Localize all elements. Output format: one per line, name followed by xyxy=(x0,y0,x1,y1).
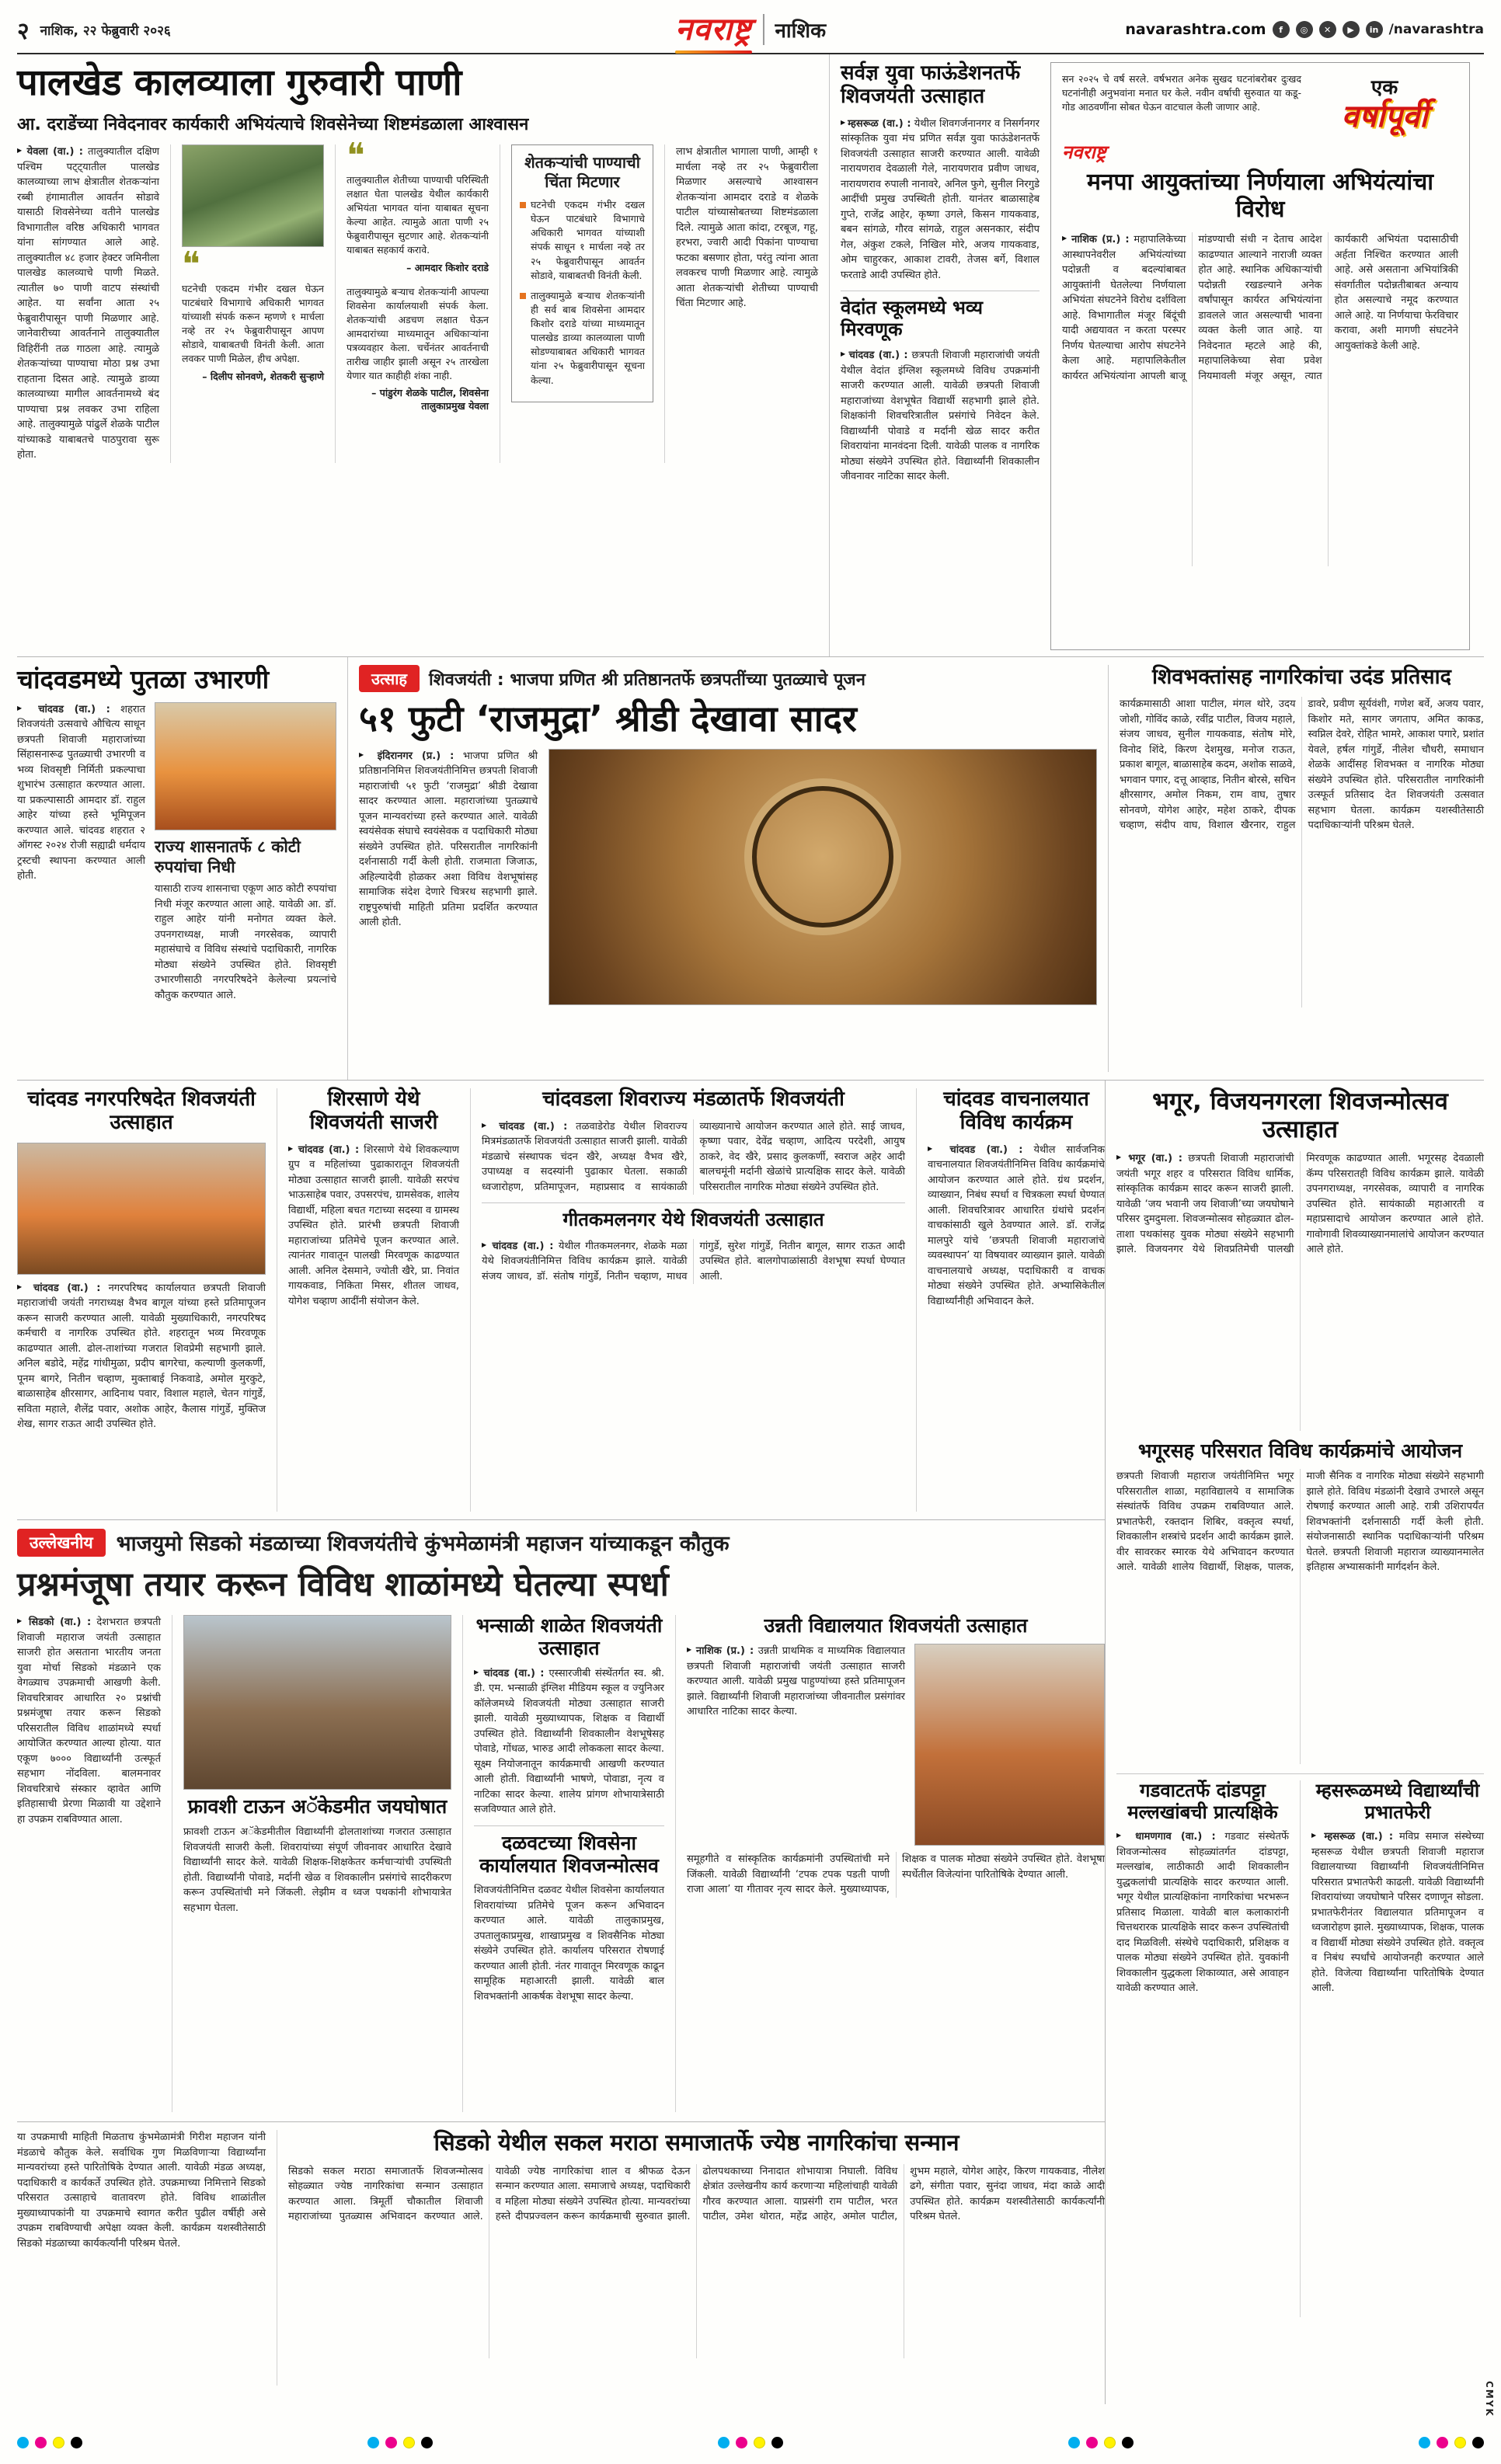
black-dot xyxy=(1122,2437,1134,2448)
palkhed-col-4 xyxy=(500,144,653,463)
photo-unnati-stage xyxy=(914,1644,1105,1846)
gitakamal-headline: गीतकमलनगर येथे शिवजयंती उत्साहात xyxy=(562,1209,824,1231)
pratisad-body: कार्यक्रमासाठी आशा पाटील, मंगल थोरे, उदय जोशी, गोविंद काळे, रवींद्र पाटील, विजय महाले, संजय जाधव, सुनील गायकवाड, संतोष मोरे, विनोद शिंदे, किरण देशमुख, मनोज राऊत, प्रकाश बागूल, बाळासाहेब कदम, अशोक साळवे, भगवान पगार, दत्तू आव्हाड, नितीन बोरसे, सचिन क्षीरसागर, अमोल निकम, राम वाघ, तुषार सोनवणे, योगेश आहेर, महेश ठाकरे, दीपक चव्हाण, संदीप वाघ, विशाल खैरनार, राहुल डावरे, प्रवीण सूर्यवंशी, गणेश बर्वे, अजय पवार, किशोर मते, सागर जगताप, अमित काकड, स्वप्निल देवरे, रोहित भामरे, आकाश पगारे, प्रशांत येवले, हर्षल गांगुर्डे, नीलेश चौधरी, समाधान शेळके आदींसह शिवभक्त व नागरिक मोठ्या संख्येने उपस्थित होते. परिसरातील नागरिकांनी उत्स्फूर्त प्रतिसाद देत शिवजयंती उत्सवात सहभाग घेतला. कार्यक्रम यशस्वीतेसाठी पदाधिकाऱ्यांनी परिश्रम घेतले. xyxy=(1120,698,1484,832)
utsah-label: उत्साह xyxy=(359,665,420,692)
shivrajy-dateline: ▶ चांदवड (वा.) : xyxy=(482,1121,567,1133)
cmyk-label: CMYK xyxy=(1484,2380,1495,2417)
pratisad-headline: शिवभक्तांसह नागरिकांचा उदंड प्रतिसाद xyxy=(1152,665,1451,689)
magenta-dot xyxy=(736,2437,747,2448)
sarvadnya-headline: सर्वज्ञ युवा फाऊंडेशनतर्फे शिवजयंती उत्साहात xyxy=(841,61,1021,108)
cmyk-dots-right xyxy=(1419,2380,1495,2448)
oneyear-body: महापालिकेच्या आस्थापनेवरील अभियंत्यांच्या पदोन्नती व बदल्यांबाबत आयुक्तांनी घेतलेल्या निर्णयाला अभियंता संघटनेने विरोध दर्शविला आहे. विभागातील मंजूर बिंदूंची यादी अद्ययावत न करता परस्पर निर्णय घेतल्याचा आरोप संघटनेने केला आहे. महापालिकेतील कार्यरत अभियंत्यांना आपली बाजू मांडण्याची संधी न देताच आदेश काढण्यात आल्याने नाराजी व्यक्त होत आहे. स्थानिक अधिकाऱ्यांची पदोन्नती रखडल्याने अनेक वर्षांपासून कार्यरत अभियंत्यांना डावलले जात असल्याची भावना व्यक्त केली जात आहे. या निवेदनात म्हटले आहे की, महापालिकेच्या सेवा प्रवेश नियमावली मंजूर असून, त्यात कार्यकारी अभियंता पदासाठीची अर्हता निश्चित करण्यात आली आहे. असे असताना अभियांत्रिकी संवर्गातील पदोन्नतीबाबत अन्याय होत असल्याचे नमूद करण्यात आले आहे. या निर्णयाचा फेरविचार करावा, अशी मागणी संघटनेने आयुक्तांकडे केली आहे. xyxy=(1062,234,1458,382)
cyan-dot xyxy=(1419,2437,1430,2448)
farmers-box-item: घटनेची एकदम गंभीर दखल घेऊन पाटबंधारे विभागाचे अधिकारी भागवत यांच्याशी संपर्क साधून १ मार्चला नव्हे तर २५ फेब्रुवारीपासून आवर्तन सोडावे, याबाबतची विनंती केली. xyxy=(520,198,645,283)
article-dalwat xyxy=(474,1825,664,2005)
article-sarvadnya xyxy=(841,62,1040,283)
nagarparishad-headline: चांदवड नगरपरिषदेत शिवजयंती उत्साहात xyxy=(27,1088,256,1134)
photo-putala-crowd xyxy=(155,702,336,830)
sarvadnya-body: येथील शिवगर्जनानगर व निसर्गनगर सांस्कृतिक युवा मंच प्रणित सर्वज्ञ युवा फाऊंडेशनतर्फे शिवजयंती उत्साहात साजरी करण्यात आली. यावेळी नारायणराव देवळाली गेले, नारायणराव प्रवीण जाधव, नारायणराव रुपाली नानावरे, अनिल फुगे, सुनील निरगुडे आदींची प्रमुख उपस्थिती होती. यानंतर बाळासाहेब गुप्ते, राजेंद्र आहेर, कृष्णा उगले, किसन गायकवाड, बबन सांगळे, गौरव सांगळे, राहुल असनकार, संदीप गेल, अंकुश टकले, निखिल मोरे, अजय गायकवाड, ओम चाहुरकर, आकाश टावरी, तेजस बर्गे, विशाल फरताडे आदी उपस्थित होते. xyxy=(841,117,1040,281)
unnati-headline: उन्नती विद्यालयात शिवजयंती उत्साहात xyxy=(764,1614,1028,1637)
palkhed-col-1 xyxy=(17,144,159,463)
header-right xyxy=(1125,21,1484,38)
mhasrul-body: मविप्र समाज संस्थेच्या म्हसरूळ येथील छत्रपती शिवाजी महाराज विद्यालयाच्या विद्यार्थ्यांनी शिवजयंतीनिमित्त परिसरात प्रभातफेरी काढली. यावेळी विद्यार्थ्यांनी शिवरायांच्या जयघोषाने परिसर दणाणून सोडला. प्रभातफेरीनंतर विद्यालयात प्रतिमापूजन व ध्वजारोहण झाले. मुख्याध्यापक, शिक्षक, पालक व विद्यार्थी मोठ्या संख्येने उपस्थित होते. वक्तृत्व व निबंध स्पर्धांचे आयोजनही करण्यात आले होते. विजेत्या विद्यार्थ्यांना पारितोषिके देण्यात आली. xyxy=(1311,1831,1485,1995)
unnati-dateline: ▶ नाशिक (प्र.) : xyxy=(687,1645,754,1657)
shirsane-headline: शिरसाणे येथे शिवजयंती साजरी xyxy=(309,1088,438,1134)
quote-mark-icon xyxy=(182,253,324,277)
print-registration-marks xyxy=(17,2380,1495,2458)
top-row xyxy=(17,54,1484,656)
unnati-column xyxy=(675,1615,1105,2112)
black-dot xyxy=(71,2437,82,2448)
photo-nagarparishad-crowd xyxy=(17,1143,266,1275)
yellow-dot xyxy=(403,2437,415,2448)
masthead-logo: नवराष्ट्र xyxy=(675,6,752,54)
shivrajy-body: तळवाडेरोड येथील शिवराज्य मित्रमंडळातर्फे शिवजयंती उत्साहात साजरी झाली. यावेळी मंडळाचे संस्थापक चंदन खैरे, अध्यक्ष वैभव खैरे, उपाध्यक्ष व सदस्यांनी पुढाकार घेतला. सकाळी ध्वजारोहण, प्रतिमापूजन, महाप्रसाद व सायंकाळी व्याख्यानाचे आयोजन करण्यात आले होते. साई जाधव, कृष्णा पवार, देवेंद्र चव्हाण, आदित्य परदेशी, आयुष ठाकरे, वेद खैरे, प्रसाद कुलकर्णी, स्वराज अहेर आदी बालचमूंनी मर्दानी खेळांचे प्रात्यक्षिक सादर केले. यावेळी परिसरातील नागरिक मोठ्या संख्येने उपस्थित होते. xyxy=(482,1120,905,1193)
cyan-dot xyxy=(17,2437,29,2448)
rajmudra-dateline: ▶ इंदिरानगर (प्र.) : xyxy=(359,750,454,762)
putala-headline: चांदवडमध्ये पुतळा उभारणी xyxy=(17,664,270,694)
cmyk-dots-center xyxy=(718,2437,783,2448)
bhansali-dateline: ▶ चांदवड (वा.) : xyxy=(474,1668,545,1679)
article-unnati xyxy=(687,1615,1105,1897)
x-icon[interactable]: ✕ xyxy=(1319,21,1336,38)
sarvadnya-dateline: ▶ म्हसरूळ (वा.) : xyxy=(841,118,911,130)
bhagur-sub-headline: भगूरसह परिसरात विविध कार्यक्रमांचे आयोजन xyxy=(1137,1439,1463,1463)
palkhed-quote-1: तालुक्यातील शेतीच्या पाण्याची परिस्थिती लक्षात घेता पालखेड येथील कार्यकारी अभियंता भागवत यांना याबाबत सूचना केल्या आहेत. त्यामुळे आता पाणी २५ फेब्रुवारीपासून सुटणार आहे. शेतकऱ्यांनी याबाबत सहकार्य करावे. xyxy=(347,173,489,256)
farmers-box xyxy=(511,144,653,402)
fifth-row xyxy=(17,1615,1105,2112)
prashna-photo-column xyxy=(172,1615,451,2112)
yellow-dot xyxy=(1454,2437,1466,2448)
vachanalay-headline: चांदवड वाचनालयात विविध कार्यक्रम xyxy=(943,1088,1089,1134)
nidhi-body: यासाठी राज्य शासनाचा एकूण आठ कोटी रुपयांचा निधी मंजूर करण्यात आला आहे. यावेळी आ. डॉ. राहुल आहेर यांनी मनोगत व्यक्त केले. उपनगराध्यक्ष, माजी नगरसेवक, व्यापारी महासंघाचे व विविध संस्थांचे पदाधिकारी, नागरिक मोठ्या संख्येने उपस्थित होते. शिवसृष्टी उभारणीसाठी नगरपरिषदेने केलेल्या प्रयत्नांचे कौतुक करण्यात आले. xyxy=(155,883,337,1001)
black-dot xyxy=(1472,2437,1484,2448)
cyan-dot xyxy=(1068,2437,1080,2448)
bhansali-body: एस्सारजीबी संस्थेंतर्गत स्व. श्री. डी. एम. भन्साळी इंग्लिश मीडियम स्कूल व ज्युनिअर कॉलेजमध्ये शिवजयंती मोठ्या उत्साहात साजरी झाली. यावेळी मुख्याध्यापक, शिक्षक व विद्यार्थी उपस्थित होते. विद्यार्थ्यांनी शिवकालीन वेशभूषेसह पोवाडे, गोंधळ, भारुड आदी लोककला सादर केल्या. सूक्ष्म नियोजनातून कार्यक्रमाची आखणी करण्यात आली होती. विद्यार्थ्यांनी भाषणे, पोवाडा, नृत्य व नाटिका सादर केल्या. शालेय प्रांगण शोभायात्रेसाठी सजविण्यात आले होते. xyxy=(474,1667,665,1816)
nidhi-headline: राज्य शासनातर्फे ८ कोटी रुपयांचा निधी xyxy=(155,837,301,877)
photo-prashna-group xyxy=(183,1615,451,1790)
third-row xyxy=(17,1088,1105,1512)
mhasrul-headline: म्हसरूळमध्ये विद्यार्थ्यांची प्रभातफेरी xyxy=(1315,1780,1480,1823)
vedant-headline: वेदांत स्कूलमध्ये भव्य मिरवणूक xyxy=(841,297,984,340)
lower-section xyxy=(17,1080,1484,2404)
putala-body: शहरात शिवजयंती उत्सवाचे औचित्य साधून छत्रपती शिवाजी महाराजांच्या सिंहासनारूढ पुतळ्याची उभारणी व भव्य शिवसृष्टी निर्मिती प्रकल्पाचा शुभारंभ उत्साहात करण्यात आला. या प्रकल्पासाठी आमदार डॉ. राहुल आहेर यांच्या हस्ते भूमिपूजन करण्यात आले. चांदवड शहरात २ ऑगस्ट २०२४ रोजी सह्याद्री धर्मदाय ट्रस्टची स्थापना करण्यात आली होती. xyxy=(17,703,145,882)
vedant-body: छत्रपती शिवाजी महाराजांची जयंती येथील वेदांत इंग्लिश स्कूलमध्ये विविध उपक्रमांनी साजरी करण्यात आली. यावेळी छत्रपती शिवाजी महाराजांच्या वेशभूषेत विद्यार्थी सहभागी झाले होते. शिक्षकांनी शिवचरित्रातील प्रसंगांचे निवेदन केले. विद्यार्थ्यांनी पोवाडे व मर्दानी खेळ सादर करीत शिवरायांना मानवंदना दिली. यावेळी पालक व नागरिक मोठ्या संख्येने उपस्थित होते. विद्यार्थ्यांनी शिवकालीन जीवनावर नाटिका सादर केली. xyxy=(841,350,1040,483)
masthead-divider xyxy=(762,14,764,45)
palkhed-subhead: आ. दराडेंच्या निवेदनावर कार्यकारी अभियंत्याचे शिवसेनेच्या शिष्टमंडळाला आश्वासन xyxy=(17,115,529,135)
bottom-row xyxy=(17,2121,1105,2386)
oneyear-brand-prefix: एक xyxy=(1370,76,1398,99)
page-number: २ xyxy=(17,17,30,45)
article-mhasrul-pheri xyxy=(1300,1780,1484,2317)
magenta-dot xyxy=(35,2437,47,2448)
bhagur-headline: भगूर, विजयनगरला शिवजन्मोत्सव उत्साहात xyxy=(1152,1088,1448,1143)
palkhed-body-1: तालुक्यातील दक्षिण पश्चिम पट्ट्यातील पालखेड कालव्याच्या लाभ क्षेत्रातील शेतकऱ्यांना रब्बी हंगामातील आवर्तन सोडावे यासाठी शिवसेनेच्या वतीने पालखेड विभागातील वरिष्ठ अधिकारी भागवत यांना सांगण्यात आले आहे. तालुक्यातील ४८ हजार हेक्टर जमिनीला पालखेड कालव्याचे पाणी मिळते. त्यातील ७० पाणी वाटप संस्थांची आहेत. या सर्वांना आता २५ फेब्रुवारीपासून पाणी मिळणार आहे. जानेवारीच्या आवर्तनाने तालुक्यातील विहिरींनी तळ गाठला आहे. त्यामुळे शेतकऱ्यांच्या पाण्याचा मोठा प्रश्न उभा राहताना दिसत आहे. त्यामुळे डाव्या कालव्याच्या मागील आवर्तनामध्ये बंद पाण्याचा प्रश्न लवकर उभा राहिला आहे. तालुक्यामुळे पांढुर्ले शेळके पाटील यांच्याकडे याबाबतचे पाठपुरावा सुरू होता. xyxy=(17,146,160,461)
photo-canal xyxy=(182,144,324,247)
quote-mark-icon xyxy=(347,144,489,169)
gadwat-headline: गडवाटतर्फे दांडपट्टा मल्लखांबची प्रात्यक्षिके xyxy=(1127,1780,1278,1823)
magenta-dot xyxy=(385,2437,397,2448)
palkhed-col-5 xyxy=(664,144,818,463)
palkhed-headline: पालखेड कालव्याला गुरुवारी पाणी xyxy=(17,61,462,104)
page-header xyxy=(17,6,1484,54)
bhansali-headline: भन्साळी शाळेत शिवजयंती उत्साहात xyxy=(475,1614,663,1660)
bhagur-dateline: ▶ भगूर (वा.) : xyxy=(1116,1153,1182,1164)
ullekhaniy-label: उल्लेखनीय xyxy=(17,1529,106,1557)
website-link[interactable]: navarashtra.com xyxy=(1125,21,1266,38)
middle-column xyxy=(829,54,1050,656)
article-vachanalay xyxy=(916,1088,1105,1512)
second-row xyxy=(17,656,1484,1080)
oneyear-navarashtra-logo: नवराष्ट्र xyxy=(1062,141,1106,163)
gitakamal-body: येथील गीतकमलनगर, शेळके मळा येथे शिवजयंतीनिमित्त विविध कार्यक्रम झाले. यावेळी संजय जाधव, डॉ. संतोष गांगुर्डे, नितीन चव्हाण, माधव गांगुर्डे, सुरेश गांगुर्डे, नितीन बागूल, सागर राऊत आदी उपस्थित होते. बालगोपाळांसाठी वेशभूषा स्पर्धा घेण्यात आली. xyxy=(482,1240,905,1282)
prashna-body-2: या उपक्रमाची माहिती मिळताच कुंभमेळामंत्री गिरीश महाजन यांनी मंडळाचे कौतुक केले. सर्वाधिक गुण मिळविणाऱ्या विद्यार्थ्यांना मान्यवरांच्या हस्ते पारितोषिके देण्यात आली. यावेळी मंडळ अध्यक्ष, पदाधिकारी व कार्यकर्ते उपस्थित होते. उपक्रमाच्या निमित्ताने सिडको परिसरात उत्साहाचे वातावरण होते. विविध शाळांतील मुख्याध्यापकांनी या उपक्रमाचे स्वागत करीत पुढील वर्षीही असे उपक्रम राबविण्याची अपेक्षा व्यक्त केली. कार्यक्रम यशस्वीतेसाठी सिडको मंडळाच्या कार्यकर्त्यांनी परिश्रम घेतले. xyxy=(17,2132,266,2250)
gitakamal-dateline: ▶ चांदवड (वा.) : xyxy=(482,1241,553,1252)
magenta-dot xyxy=(1437,2437,1448,2448)
article-shivrajy xyxy=(470,1088,905,1512)
nagarparishad-body: नगरपरिषद कार्यालयात छत्रपती शिवाजी महाराजांची जयंती नगराध्यक्ष वैभव बागूल यांच्या हस्ते प्रतिमापूजन करून साजरी करण्यात आली. यावेळी मुख्याधिकारी, नगरपरिषद कर्मचारी व नागरिक उपस्थित होते. शहरातून भव्य मिरवणूक काढण्यात आली. ढोल-ताशांच्या गजरात शिवप्रेमी सहभागी झाले. अनिल बडोदे, महेंद्र गांधीमुळा, प्रदीप बागरेचा, कल्याणी कुलकर्णी, पूनम बागरे, नितीन चव्हाण, मुक्ताबाई निकवाडे, अमोल मुरकुटे, बाळासाहेब क्षीरसागर, आदिनाथ पवार, विशाल महाले, चेतन गांगुर्डे, सविता महाले, शैलेंद्र पवार, अशोक आहेर, कैलास गांगुर्डे, मुक्तिज शेख, सागर राऊत आदी उपस्थित होते. xyxy=(17,1282,266,1431)
cmyk-dots-left xyxy=(17,2437,82,2448)
ullekhaniy-text: भाजयुमो सिडको मंडळाच्या शिवजयंतीचे कुंभमेळामंत्री महाजन यांच्याकडून कौतुक xyxy=(116,1532,730,1556)
palkhed-col-2 xyxy=(170,144,324,463)
facebook-icon[interactable]: f xyxy=(1273,21,1290,38)
one-year-ago-box xyxy=(1050,62,1470,650)
fravashi-body: फ्रावशी टाऊन अॅकेडमीतील विद्यार्थ्यांनी ढोलताशांच्या गजरात उत्साहात शिवजयंती साजरी केली. शिवरायांच्या संपूर्ण जीवनावर आधारित देखावे विद्यार्थ्यांनी सादर केले. यावेळी शिक्षक-शिक्षकेतर कर्मचाऱ्यांची उपस्थिती होती. विद्यार्थ्यांनी पोवाडे, मर्दानी खेळ व शिवकालीन प्रसंगांचे सादरीकरण करून उपस्थितांची मने जिंकली. लेझीम व ध्वज पथकांनी शोभायात्रेत सहभाग घेतला. xyxy=(183,1826,451,1914)
unnati-body: उन्नती प्राथमिक व माध्यमिक विद्यालयात छत्रपती शिवाजी महाराजांची जयंती उत्साहात साजरी करण्यात आली. यावेळी प्रमुख पाहुण्यांच्या हस्ते प्रतिमापूजन झाले. विद्यार्थ्यांनी शिवाजी महाराजांच्या जीवनातील प्रसंगांवर आधारित नाटिका सादर केल्या. xyxy=(687,1645,905,1718)
youtube-icon[interactable]: ▶ xyxy=(1343,21,1360,38)
bhagur-body: छत्रपती शिवाजी महाराजांची जयंती भगूर शहर व परिसरात विविध धार्मिक, सांस्कृतिक कार्यक्रम सादर करून साजरी झाली. यावेळी ‘जय भवानी जय शिवाजी’च्या जयघोषाने परिसर दुमदुमला. शिवजन्मोत्सव सोहळ्यात ढोल-ताशा पथकांसह युवक मोठ्या संख्येने सहभागी झाले. विजयनगर येथे शिवप्रतिमेची पालखी मिरवणूक काढण्यात आली. भगूरसह देवळाली कॅम्प परिसरातही विविध कार्यक्रम झाले. यावेळी उपनगराध्यक्ष, नगरसेवक, व्यापारी व नागरिक उपस्थित होते. सायंकाळी महाआरती व महाप्रसादाचे आयोजन करण्यात आले होते. गावोगावी शिवव्याख्यानमालांचे आयोजन करण्यात आले होते. xyxy=(1116,1153,1484,1256)
yellow-dot xyxy=(53,2437,64,2448)
article-gadwat xyxy=(1116,1780,1289,2317)
article-vedant xyxy=(841,291,1040,485)
instagram-icon[interactable]: ◎ xyxy=(1296,21,1313,38)
gadwat-dateline: ▶ धामणगाव (वा.) : xyxy=(1116,1831,1216,1843)
dalwat-headline: दळवटच्या शिवसेना कार्यालयात शिवजन्मोत्सव xyxy=(479,1831,659,1877)
masthead-city: नाशिक xyxy=(775,19,827,43)
yellow-dot xyxy=(754,2437,765,2448)
bhansali-column xyxy=(462,1615,664,2112)
black-dot xyxy=(771,2437,783,2448)
black-dot xyxy=(421,2437,433,2448)
oneyear-brand xyxy=(1311,72,1458,133)
right-rail xyxy=(1105,1081,1484,2404)
palkhed-quote-2-attrib: – पांडुरंग शेळके पाटील, शिवसेना तालुकाप्रमुख येवला xyxy=(371,387,489,412)
unnati-body-2: समूहगीते व सांस्कृतिक कार्यक्रमांनी उपस्थितांची मने जिंकली. यावेळी विद्यार्थ्यांनी ‘टपक टपक पडती पाणी राजा आला’ या गीतावर नृत्य सादर केले. मुख्याध्यापक, शिक्षक व पालक मोठ्या संख्येने उपस्थित होते. वेशभूषा स्पर्धेतील विजेत्यांना पारितोषिके देण्यात आली. xyxy=(687,1853,1105,1896)
palkhed-quote-1-attrib: – आमदार किशोर दराडे xyxy=(406,261,489,273)
sakal-headline: सिडको येथील सकल मराठा समाजातर्फे ज्येष्ठ नागरिकांचा सन्मान xyxy=(434,2129,959,2156)
photo-rajmudra-display xyxy=(549,749,1097,1005)
rajmudra-body: भाजपा प्रणित श्री प्रतिष्ठाननिमित्त शिवजयंतीनिमित्त छत्रपती शिवाजी महाराजांची ५१ फुटी ‘राजमुद्रा’ श्रीडी देखावा सादर करण्यात आला. महाराजांच्या पुतळ्याचे पूजन मान्यवरांच्या हस्ते करण्यात आले. यावेळी स्वयंसेवक संघाचे स्वयंसेवक व पदाधिकारी मोठ्या संख्येने उपस्थित होते. परिसरातील नागरिकांनी दर्शनासाठी गर्दी केली होती. राजमाता जिजाऊ, अहिल्यादेवी होळकर अशा विविध वेशभूषांसह सामाजिक संदेश देणारे चित्ररथ सहभागी झाले. राष्ट्रपुरुषांची माहिती प्रतिमा प्रदर्शित करण्यात आली होती. xyxy=(359,750,538,929)
palkhed-photo-quote: घटनेची एकदम गंभीर दखल घेऊन पाटबंधारे विभागाचे अधिकारी भागवत यांच्याशी संपर्क करून म्हणणे १ मार्चला नव्हे तर २५ फेब्रुवारीपासून आपण सोडावे, याबाबतची विनंती केली. आता लवकर पाणी मिळेल, हीच अपेक्षा. xyxy=(182,282,324,365)
social-handle: /navarashtra xyxy=(1388,22,1484,37)
prashna-body: देशभरात छत्रपती शिवाजी महाराज जयंती उत्साहात साजरी होत असताना भारतीय जनता युवा मोर्चा सिडको मंडळाने एक वेगळ्याच उपक्रमाची आखणी केली. शिवचरित्रावर आधारित २० प्रश्नांची प्रश्नमंजूषा तयार करून सिडको परिसरातील विविध शाळांमध्ये स्पर्धा आयोजित करण्यात आल्या होत्या. यात एकूण ७००० विद्यार्थ्यांनी उत्स्फूर्त सहभाग नोंदविला. बालमनावर शिवचरित्राचे संस्कार व्हावेत आणि इतिहासाची प्रेरणा मिळावी या उद्देशाने हा उपक्रम राबविण्यात आला. xyxy=(17,1617,161,1825)
oneyear-intro: सन २०२५ चे वर्ष सरले. वर्षभरात अनेक सुखद घटनांबरोबर दुःखद घटनांनीही अनुभवांना मनात घर केले. नवीन वर्षाची सुरुवात या कडू-गोड आठवणींना सोबत घेऊन वाटचाल केली जाणार आहे. xyxy=(1062,73,1301,113)
article-palkhed xyxy=(17,54,829,656)
rajmudra-strip: शिवजयंती : भाजपा प्रणित श्री प्रतिष्ठानतर्फे छत्रपतींच्या पुतळ्याचे पूजन xyxy=(429,670,865,690)
fravashi-headline: फ्रावशी टाऊन अॅकेडमीत जयघोषात xyxy=(187,1795,448,1818)
nagarparishad-dateline: ▶ चांदवड (वा.) : xyxy=(17,1282,100,1294)
rail-bottom-grid xyxy=(1116,1773,1484,2317)
dalwat-body: शिवजयंतीनिमित्त दळवट येथील शिवसेना कार्यालयात शिवरायांच्या प्रतिमेचे पूजन करून अभिवादन करण्यात आले. यावेळी तालुकाप्रमुख, उपतालुकाप्रमुख, शाखाप्रमुख व शिवसैनिक मोठ्या संख्येने उपस्थित होते. कार्यालय परिसरात रोषणाई करण्यात आली होती. नंतर गावातून मिरवणूक काढून सामूहिक महाआरती झाली. यावेळी बाल शिवभक्तांनी आकर्षक वेशभूषा सादर केल्या. xyxy=(474,1885,664,2003)
edition-date: नाशिक, २२ फेब्रुवारी २०२६ xyxy=(40,23,171,39)
shirsane-dateline: ▶ चांदवड (वा.) : xyxy=(288,1144,359,1156)
article-fravashi xyxy=(183,1796,451,1916)
vachanalay-body: येथील सार्वजनिक वाचनालयात शिवजयंतीनिमित्त विविध कार्यक्रमांचे आयोजन करण्यात आले होते. ग्रंथ प्रदर्शन, व्याख्यान, निबंध स्पर्धा व चित्रकला स्पर्धा घेण्यात आली. शिवचरित्रावर आधारित ग्रंथांचे प्रदर्शन वाचकांसाठी खुले ठेवण्यात आले. डॉ. राजेंद्र मालपुरे यांचे ‘छत्रपती शिवाजी महाराजांचे व्यवस्थापन’ या विषयावर व्याख्यान झाले. यावेळी वाचनालयाचे अध्यक्ष, पदाधिकारी व वाचक मोठ्या संख्येने उपस्थित होते. अभ्यासिकेतील विद्यार्थ्यांनीही अभिवादन केले. xyxy=(928,1143,1105,1307)
article-putala xyxy=(17,657,347,1080)
vedant-dateline: ▶ चांदवड (वा.) : xyxy=(841,350,908,361)
rajmudra-headline: ५१ फुटी ‘राजमुद्रा’ श्रीडी देखावा सादर xyxy=(359,698,857,740)
article-gitakamal xyxy=(482,1202,905,1284)
prashna-continuation xyxy=(17,2130,266,2386)
magenta-dot xyxy=(1086,2437,1098,2448)
cmyk-dots-center-left xyxy=(367,2437,433,2448)
cyan-dot xyxy=(718,2437,730,2448)
palkhed-col-3 xyxy=(335,144,489,463)
sakal-body: सिडको सकल मराठा समाजातर्फे शिवजन्मोत्सव सोहळ्यात ज्येष्ठ नागरिकांचा सन्मान उत्साहात करण्यात आला. त्रिमूर्ती चौकातील शिवाजी महाराजांच्या पुतळ्यास अभिवादन करण्यात आले. यावेळी ज्येष्ठ नागरिकांचा शाल व श्रीफळ देऊन सन्मान करण्यात आला. समाजाचे अध्यक्ष, पदाधिकारी व महिला मोठ्या संख्येने उपस्थित होत्या. मान्यवरांच्या हस्ते दीपप्रज्वलन करून कार्यक्रमाची सुरुवात झाली. ढोलपथकाच्या निनादात शोभायात्रा निघाली. विविध क्षेत्रांत उल्लेखनीय कार्य करणाऱ्या महिलांचाही यावेळी गौरव करण्यात आला. याप्रसंगी राम पाटील, भरत पाटील, उमेश थोरात, महेंद्र आहेर, अमोल पाटील, शुभम महाले, योगेश आहेर, किरण गायकवाड, नीलेश ढगे, संगीता पवार, सुनंदा जाधव, मंदा काळे आदी उपस्थित होते. कार्यक्रम यशस्वीतेसाठी कार्यकर्त्यांनी परिश्रम घेतले. xyxy=(288,2165,1105,2223)
masthead-group xyxy=(675,6,826,54)
shirsane-body: शिरसाणे येथे शिवकल्याण ग्रुप व महिलांच्या पुढाकारातून शिवजयंती मोठ्या उत्साहात साजरी झाली. यावेळी सरपंच भाऊसाहेब पवार, उपसरपंच, ग्रामसेवक, शालेय विद्यार्थी, महिला बचत गटाच्या सदस्या व ग्रामस्थ उपस्थित होते. प्रारंभी छत्रपती शिवाजी महाराजांच्या प्रतिमेचे पूजन करण्यात आले. त्यानंतर गावातून पालखी मिरवणूक काढण्यात आली. अनिल देसमाने, ज्योती खैरे, प्रा. निवांत गायकवाड, निकिता मिसर, शीतल जाधव, योगेश चव्हाण आदींनी संयोजन केले. xyxy=(288,1143,460,1307)
putala-dateline: ▶ चांदवड (वा.) : xyxy=(17,704,110,715)
vachanalay-dateline: ▶ चांदवड (वा.) : xyxy=(928,1144,1023,1156)
farmers-box-title: शेतकऱ्यांची पाण्याची चिंता मिटणार xyxy=(524,153,640,192)
palkhed-photo-quote-attrib: – दिलीप सोनवणे, शेतकरी सुऱ्हाणे xyxy=(202,370,324,382)
article-nagarparishad xyxy=(17,1088,266,1512)
farmers-box-item: तालुक्यामुळे बऱ्याच शेतकऱ्यांनी ही सर्व बाब शिवसेना आमदार किशोर दराडे यांच्या माध्यमातून पालखेड डाव्या कालव्याला पाणी सोडण्याबाबत अधिकारी भागवत यांना २५ फेब्रुवारीपासून सूचना केल्या. xyxy=(520,289,645,388)
oneyear-headline: मनपा आयुक्तांच्या निर्णयाला अभियंत्यांचा विरोध xyxy=(1086,169,1434,223)
prashna-body-column xyxy=(17,1615,161,2112)
article-sakal-maratha xyxy=(277,2130,1105,2386)
palkhed-body-2: लाभ क्षेत्रातील भागाला पाणी, आम्ही १ मार्चला नव्हे तर २५ फेब्रुवारीला मिळणार असल्याचे आश्वासन शेतकऱ्यांना आमदार दराडे व शेळके पाटील यांच्यासोबतच्या शिष्टमंडळाला दिले. त्यामुळे आता कांदा, टरबूज, गहू, हरभरा, ज्वारी आदी पिकांना पाण्याचा फटका बसणार होता, परंतु त्यांना आता लवकरच पाणी मिळणार आहे. त्यामुळे आता शेतकऱ्यांची शेतीच्या पाण्याची चिंता मिटणार आहे. xyxy=(676,146,818,310)
ullekhaniy-strip xyxy=(17,1519,1105,1564)
prashna-dateline: ▶ सिडको (वा.) : xyxy=(17,1617,91,1628)
article-bhansali xyxy=(474,1615,664,1818)
palkhed-dateline: ▶ येवला (वा.) : xyxy=(17,146,83,158)
bhagur-sub-body: छत्रपती शिवाजी महाराज जयंतीनिमित्त भगूर परिसरातील शाळा, महाविद्यालये व सामाजिक संस्थांतर्फे विविध उपक्रम राबविण्यात आले. प्रभातफेरी, रक्तदान शिबिर, वक्तृत्व स्पर्धा, शिवकालीन शस्त्रांचे प्रदर्शन आदी कार्यक्रम झाले. वीर सावरकर स्मारक येथे अभिवादन करण्यात आले. यावेळी शालेय विद्यार्थी, शिक्षक, पालक, माजी सैनिक व नागरिक मोठ्या संख्येने सहभागी झाले होते. विविध मंडळांनी देखावे उभारले असून रोषणाई करण्यात आली आहे. रात्री उशिरापर्यंत शिवभक्तांनी दर्शनासाठी गर्दी केली होती. संयोजनासाठी स्थानिक पदाधिकाऱ्यांनी परिश्रम घेतले. छत्रपती शिवाजी महाराज व्याख्यानमालेत इतिहास अभ्यासकांनी मार्गदर्शन केले. xyxy=(1116,1470,1484,1574)
oneyear-brand-main: वर्षापूर्वी xyxy=(1341,99,1428,134)
article-rajmudra xyxy=(347,657,1484,1080)
gadwat-body: गडवाट संस्थेतर्फे शिवजन्मोत्सव सोहळ्यांतर्गत दांडपट्टा, मल्लखांब, लाठीकाठी आदी शिवकालीन युद्धकलांची प्रात्यक्षिके सादर करण्यात आली. भगूर येथील प्रात्यक्षिकांना नागरिकांचा भरभरून प्रतिसाद मिळाला. यावेळी बाल कलाकारांनी चित्तथरारक प्रात्यक्षिके सादर करून उपस्थितांची दाद मिळविली. संस्थेचे पदाधिकारी, प्रशिक्षक व पालक मोठ्या संख्येने उपस्थित होते. युवकांनी शिवकालीन युद्धकला शिकाव्यात, असे आवाहन यावेळी करण्यात आले. xyxy=(1116,1831,1289,1995)
prashna-headline: प्रश्नमंजूषा तयार करून विविध शाळांमध्ये घेतल्या स्पर्धा xyxy=(17,1565,669,1604)
article-bhagur xyxy=(1116,1088,1484,1764)
mhasrul-dateline: ▶ म्हसरूळ (वा.) : xyxy=(1311,1831,1393,1843)
shivrajy-headline: चांदवडला शिवराज्य मंडळातर्फे शिवजयंती xyxy=(542,1088,845,1111)
palkhed-quote-2: तालुक्यामुळे बऱ्याच शेतकऱ्यांनी आपल्या शिवसेना कार्यालयाशी संपर्क केला. शेतकऱ्यांची अडचण लक्षात घेऊन आमदारांच्या माध्यमातून अधिकाऱ्यांना पत्रव्यवहार केला. चर्चेनंतर आवर्तनाची तारीख जाहीर झाली असून २५ तारखेला येणार यात काहीही शंका नाही. xyxy=(347,285,489,382)
cmyk-dots-center-right xyxy=(1068,2437,1134,2448)
linkedin-icon[interactable]: in xyxy=(1366,21,1383,38)
yellow-dot xyxy=(1104,2437,1116,2448)
article-shirsane xyxy=(277,1088,459,1512)
pratisad-section xyxy=(1108,665,1484,1072)
cyan-dot xyxy=(367,2437,379,2448)
oneyear-dateline: ▶ नाशिक (प्र.) : xyxy=(1062,234,1130,245)
